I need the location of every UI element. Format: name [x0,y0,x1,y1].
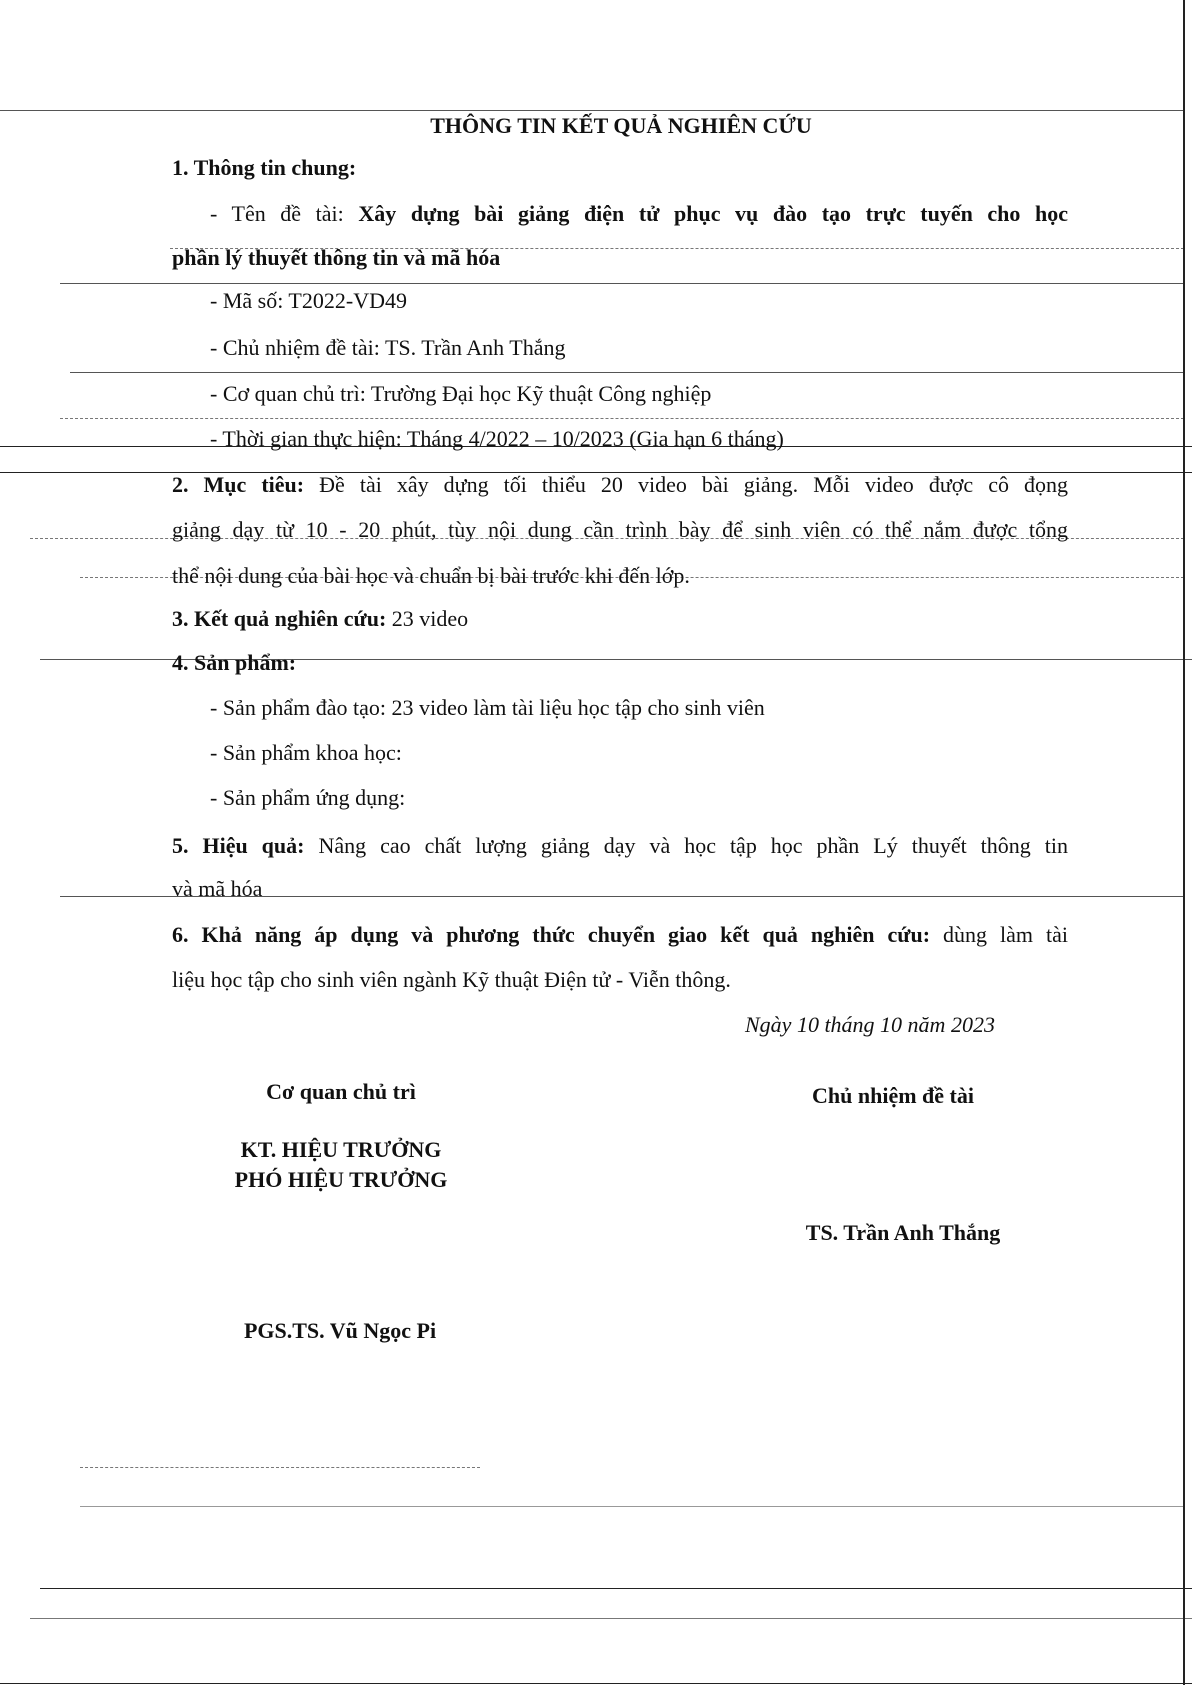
signer-name: PGS.TS. Vũ Ngọc Pi [243,1318,437,1343]
section-1-heading: 1. Thông tin chung: [172,155,357,180]
signer-title-2: PHÓ HIỆU TRƯỞNG [234,1167,448,1192]
section-4-heading: 4. Sản phẩm: [172,650,297,675]
scan-line [80,1467,480,1468]
scan-border [1183,0,1185,1685]
topic-line-2: phần lý thuyết thông tin và mã hóa [172,245,501,270]
product-item: - Sản phẩm ứng dụng: [210,785,406,810]
signer-title-1: KT. HIỆU TRƯỞNG [240,1137,442,1162]
objective-line-2: giảng dạy từ 10 - 20 phút, tùy nội dung cần trình bày để sinh viên có thể nắm được tổng [172,517,1068,542]
scan-line [80,1506,1184,1507]
scan-line [40,1588,1192,1589]
scan-line [0,1683,1192,1684]
application-line-2: liệu học tập cho sinh viên ngành Kỹ thuật Điện tử - Viễn thông. [172,967,731,992]
objective-line-1: 2. Mục tiêu: Đề tài xây dựng tối thiểu 20 video bài giảng. Mỗi video được cô đọng [172,472,1069,497]
scan-line [0,110,1184,111]
objective-line-3: thể nội dung của bài học và chuẩn bị bài trước khi đến lớp. [172,563,690,588]
scan-line [70,372,1184,373]
host-organization: - Cơ quan chủ trì: Trường Đại học Kỹ thuật Công nghiệp [210,381,712,406]
product-item: - Sản phẩm khoa học: [210,740,402,765]
topic-line-1: - Tên đề tài: Xây dựng bài giảng điện tử phục vụ đào tạo trực tuyến cho học [210,201,1068,226]
leader-name: TS. Trần Anh Thắng [805,1220,1001,1245]
scan-line [60,418,1184,419]
project-code: - Mã số: T2022-VD49 [210,288,407,313]
results: 3. Kết quả nghiên cứu: 23 video [172,606,469,631]
date-line: Ngày 10 tháng 10 năm 2023 [745,1012,995,1037]
page-title: THÔNG TIN KẾT QUẢ NGHIÊN CỨU [430,113,812,138]
project-leader: - Chủ nhiệm đề tài: TS. Trần Anh Thắng [210,335,566,360]
host-org-label: Cơ quan chủ trì [266,1079,416,1104]
product-item: - Sản phẩm đào tạo: 23 video làm tài liệu học tập cho sinh viên [210,695,765,720]
application-line-1: 6. Khả năng áp dụng và phương thức chuyển giao kết quả nghiên cứu: dùng làm tài [172,922,1069,947]
project-duration: - Thời gian thực hiện: Tháng 4/2022 – 10/2023 (Gia hạn 6 tháng) [210,426,784,451]
effectiveness-line-1: 5. Hiệu quả: Nâng cao chất lượng giảng dạy và học tập học phần Lý thuyết thông tin [172,833,1068,858]
effectiveness-line-2: và mã hóa [172,876,263,901]
scan-line [30,1618,1192,1619]
scan-line [60,283,1184,284]
leader-label: Chủ nhiệm đề tài [812,1083,974,1108]
